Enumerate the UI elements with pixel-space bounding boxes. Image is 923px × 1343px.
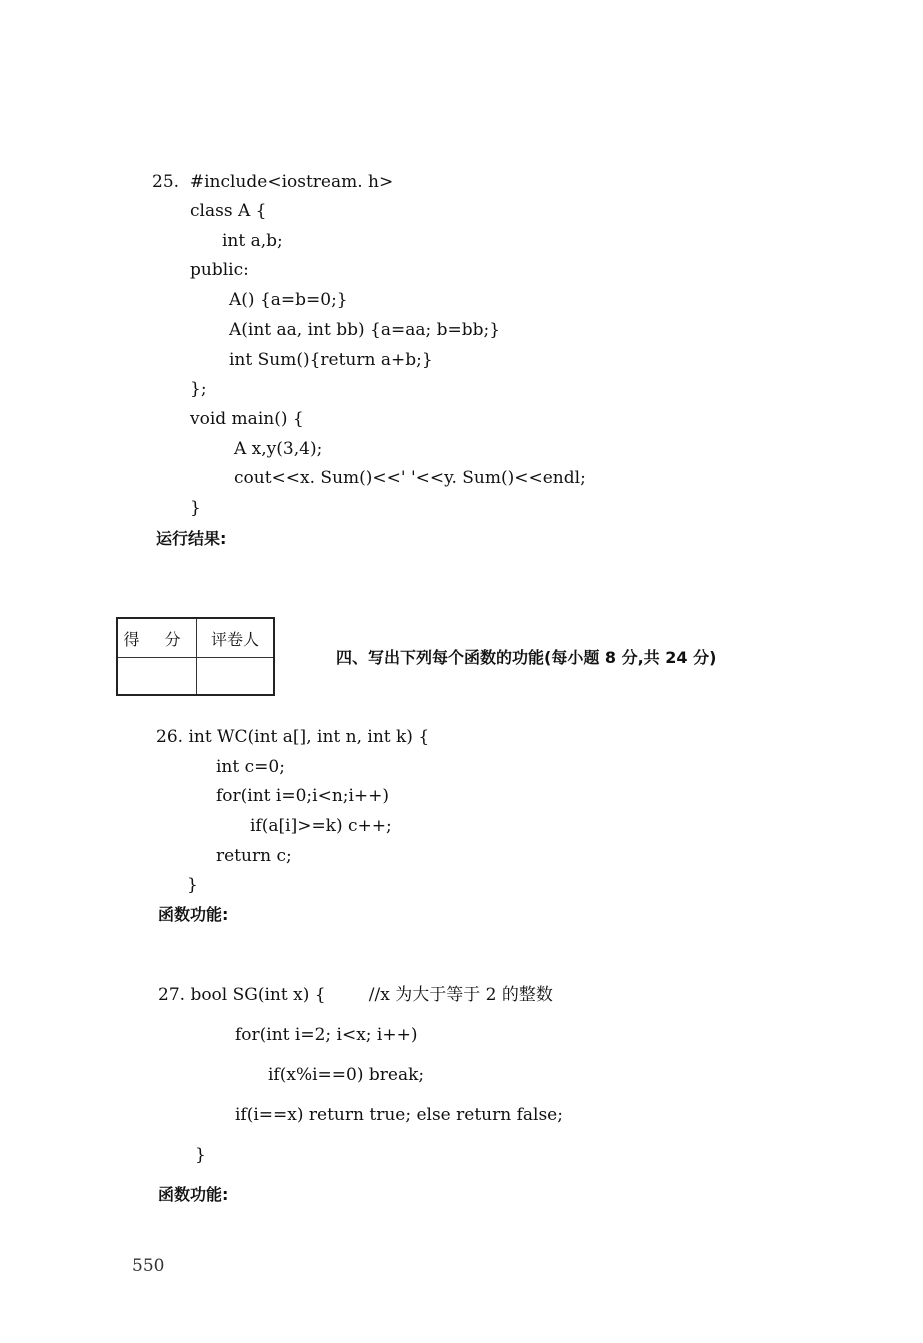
q26-line-5: return c; <box>216 846 292 866</box>
q25-line-2: class A { <box>190 201 267 221</box>
q25-line-1: 25. #include<iostream. h> <box>152 172 394 192</box>
q26-line-4: if(a[i]>=k) c++; <box>250 816 392 836</box>
q26-line-3: for(int i=0;i<n;i++) <box>216 786 390 806</box>
q25-line-9: void main() { <box>190 409 304 429</box>
page-number: 550 <box>132 1256 165 1276</box>
q27-line-3: if(x%i==0) break; <box>268 1065 425 1085</box>
score-cell <box>117 658 197 696</box>
q26-line-2: int c=0; <box>216 757 285 777</box>
score-label: 得 分 <box>117 618 197 658</box>
q26-answer-label: 函数功能: <box>158 905 229 924</box>
q25-line-10: A x,y(3,4); <box>234 439 323 459</box>
q25-line-12: } <box>190 498 201 518</box>
q25-answer-label: 运行结果: <box>156 529 227 548</box>
grader-label: 评卷人 <box>197 618 275 658</box>
q27-line-4: if(i==x) return true; else return false; <box>235 1105 563 1125</box>
section-heading: 四、写出下列每个函数的功能(每小题 8 分,共 24 分) <box>336 648 717 667</box>
q25-line-8: }; <box>190 379 207 399</box>
score-box <box>116 617 275 696</box>
q25-line-7: int Sum(){return a+b;} <box>229 350 433 370</box>
q25-line-5: A() {a=b=0;} <box>229 290 348 310</box>
q27-line-1: 27. bool SG(int x) { //x 为大于等于 2 的整数 <box>158 985 553 1005</box>
q27-line-2: for(int i=2; i<x; i++) <box>235 1025 418 1045</box>
q27-line-5: } <box>195 1145 206 1165</box>
q25-line-3: int a,b; <box>222 231 283 251</box>
q26-line-1: 26. int WC(int a[], int n, int k) { <box>156 727 430 747</box>
q25-line-4: public: <box>190 260 249 280</box>
q27-answer-label: 函数功能: <box>158 1185 229 1204</box>
q26-line-6: } <box>187 875 198 895</box>
grader-cell <box>197 658 275 696</box>
q25-line-11: cout<<x. Sum()<<' '<<y. Sum()<<endl; <box>234 468 586 488</box>
q25-line-6: A(int aa, int bb) {a=aa; b=bb;} <box>229 320 501 340</box>
